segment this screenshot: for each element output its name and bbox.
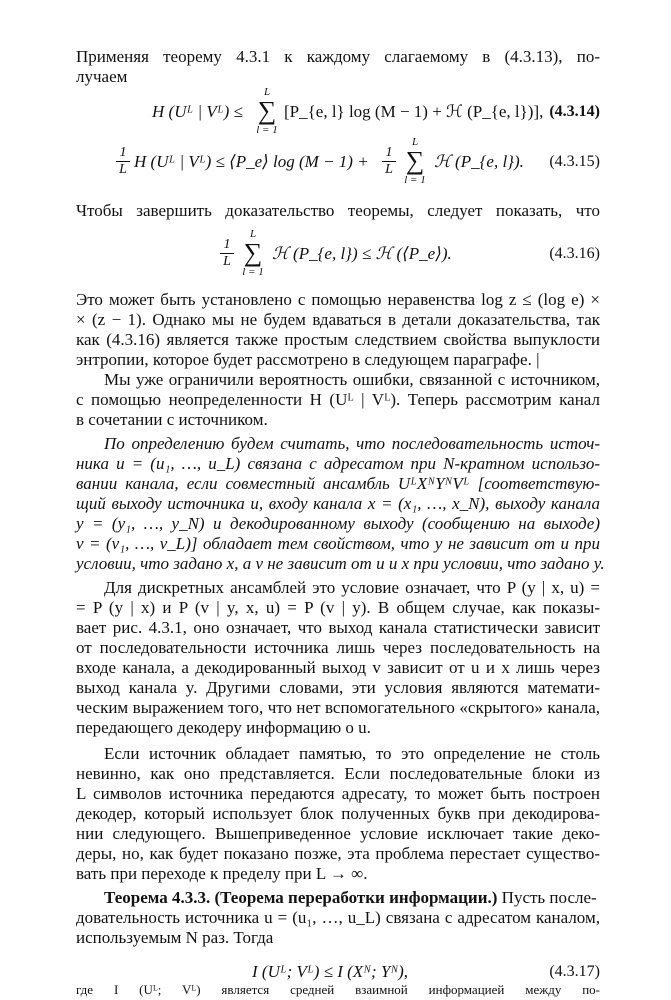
text-line: невинно, как оно представляется. Если последовательные блоки из bbox=[76, 764, 600, 783]
fraction-numerator: 1 bbox=[223, 237, 231, 252]
equation-number: (4.3.17) bbox=[549, 963, 600, 980]
sum-upper-limit: L bbox=[249, 228, 257, 240]
text-line: Чтобы завершить доказательство теоремы, следует показать, что bbox=[76, 201, 600, 220]
equation-number: (4.3.14) bbox=[549, 103, 600, 120]
text-line: декодер, который использует блок полученных букв при декодирова- bbox=[76, 804, 600, 823]
text-line: в сочетании с источником. bbox=[76, 410, 268, 429]
fraction-denominator: L bbox=[119, 162, 127, 177]
definition-line: условии, что задано x, а v не зависит от u и x при условии, что задано y. bbox=[76, 554, 605, 573]
theorem-text: Пусть после- bbox=[497, 888, 597, 907]
equation-rhs: ℋ (P_{e, l}). bbox=[434, 152, 524, 171]
text-line: Для дискретных ансамблей это условие означает, что P (y | x, u) = bbox=[104, 578, 600, 597]
text-line: энтропии, которое будет рассмотрено в следующем параграфе. | bbox=[76, 350, 540, 369]
text-line: лучаем bbox=[76, 67, 128, 86]
definition-line: По определению будем считать, что последовательность источ- bbox=[104, 434, 600, 453]
text-line: Если источник обладает памятью, то это определение не столь bbox=[104, 744, 600, 763]
text-line: Применяя теорему 4.3.1 к каждому слагаемому в (4.3.13), по- bbox=[76, 47, 600, 66]
text-line: Это может быть установлено с помощью неравенства log z ≤ (log e) × bbox=[76, 290, 600, 309]
sum-upper-limit: L bbox=[411, 136, 419, 148]
equation-rhs: [P_{e, l} log (M − 1) + ℋ (P_{e, l})], bbox=[284, 102, 544, 121]
sum-upper-limit: L bbox=[263, 86, 271, 98]
text-line: выход канала y. Другими словами, эти условия являются математи- bbox=[76, 678, 600, 697]
summation-symbol: L ∑ l = 1 bbox=[256, 86, 278, 136]
fraction-denominator: L bbox=[223, 254, 231, 269]
definition-line: ника u = (u₁, …, u_L) связана с адресатом при N-кратном использо- bbox=[76, 454, 600, 473]
text-line: где I (Uᴸ; Vᴸ) является средней взаимной информацией между по- bbox=[76, 982, 600, 997]
equation-number: (4.3.16) bbox=[549, 245, 600, 262]
fraction-denominator: L bbox=[385, 162, 393, 177]
definition-line: щий выходу источника u, входу канала x = (x₁, …, x_N), выходу канала bbox=[76, 494, 600, 513]
text-line: вать при переходе к пределу при L → ∞. bbox=[76, 864, 368, 883]
fraction bbox=[382, 146, 396, 177]
equation-rhs: ℋ (P_{e, l}) ≤ ℋ (⟨P_e⟩). bbox=[272, 244, 452, 263]
definition-line: y = (y₁, …, y_N) и декодированному выходу (сообщению на выходе) bbox=[76, 514, 600, 533]
text-line: вает рис. 4.3.1, оно означает, что выход канала статистически зависит bbox=[76, 618, 600, 637]
text-line: L символов источника передаются адресату, то может быть построен bbox=[76, 784, 600, 803]
fraction bbox=[220, 238, 234, 269]
fraction-numerator: 1 bbox=[385, 145, 393, 160]
text-line: входе канала, а декодированный выход v зависит от u и x лишь через bbox=[76, 658, 600, 677]
text-line: от последовательности источника лишь через последовательность на bbox=[76, 638, 600, 657]
theorem-title: Теорема 4.3.3. (Теорема переработки информации.) bbox=[104, 888, 498, 907]
equation-lhs: H (Uᴸ | Vᴸ) ≤ ⟨P_e⟩ log (M − 1) + bbox=[134, 152, 369, 171]
text-line: = P (y | x) и P (v | y, x, u) = P (v | y). В общем случае, как показы- bbox=[76, 598, 600, 617]
text-line: Мы уже ограничили вероятность ошибки, связанной с источником, bbox=[104, 370, 600, 389]
summation-symbol: L ∑ l = 1 bbox=[404, 136, 426, 186]
fraction-numerator: 1 bbox=[119, 145, 127, 160]
text-line: нии следующего. Вышеприведенное условие исключает такие деко- bbox=[76, 824, 600, 843]
definition-line: вании канала, если совместный ансамбль UᴸXᴺYᴺVᴸ [соответствую- bbox=[76, 474, 600, 493]
theorem-line bbox=[104, 888, 600, 908]
text-line: как (4.3.16) является также простым следствием свойства выпуклости bbox=[76, 330, 600, 349]
summation-symbol: L ∑ l = 1 bbox=[242, 228, 264, 278]
sum-lower-limit: l = 1 bbox=[256, 124, 278, 136]
equation-lhs: H (Uᴸ | Vᴸ) ≤ bbox=[152, 102, 243, 121]
sum-lower-limit: l = 1 bbox=[242, 266, 264, 278]
equation-number: (4.3.15) bbox=[549, 153, 600, 170]
text-line: × (z − 1). Однако мы не будем вдаваться в детали доказательства, так bbox=[76, 310, 600, 329]
text-line: деры, но, как будет показано позже, эта проблема перестает существо- bbox=[76, 844, 600, 863]
text-line: используемым N раз. Тогда bbox=[76, 928, 274, 947]
sum-lower-limit: l = 1 bbox=[404, 174, 426, 186]
text-line: передающего декодеру информацию о u. bbox=[76, 718, 371, 737]
text-line: ческим выражением того, что нет вспомогательного «скрытого» канала, bbox=[76, 698, 600, 717]
definition-line: v = (v₁, …, v_L)] обладает тем свойством, что y не зависит от u при bbox=[76, 534, 600, 553]
fraction bbox=[116, 146, 130, 177]
equation-body: I (Uᴸ; Vᴸ) ≤ I (Xᴺ; Yᴺ), bbox=[252, 962, 409, 981]
text-line: с помощью неопределенности H (Uᴸ | Vᴸ). Теперь рассмотрим канал bbox=[76, 390, 600, 409]
text-line: довательность источника u = (u₁, …, u_L) связана с адресатом каналом, bbox=[76, 908, 600, 927]
